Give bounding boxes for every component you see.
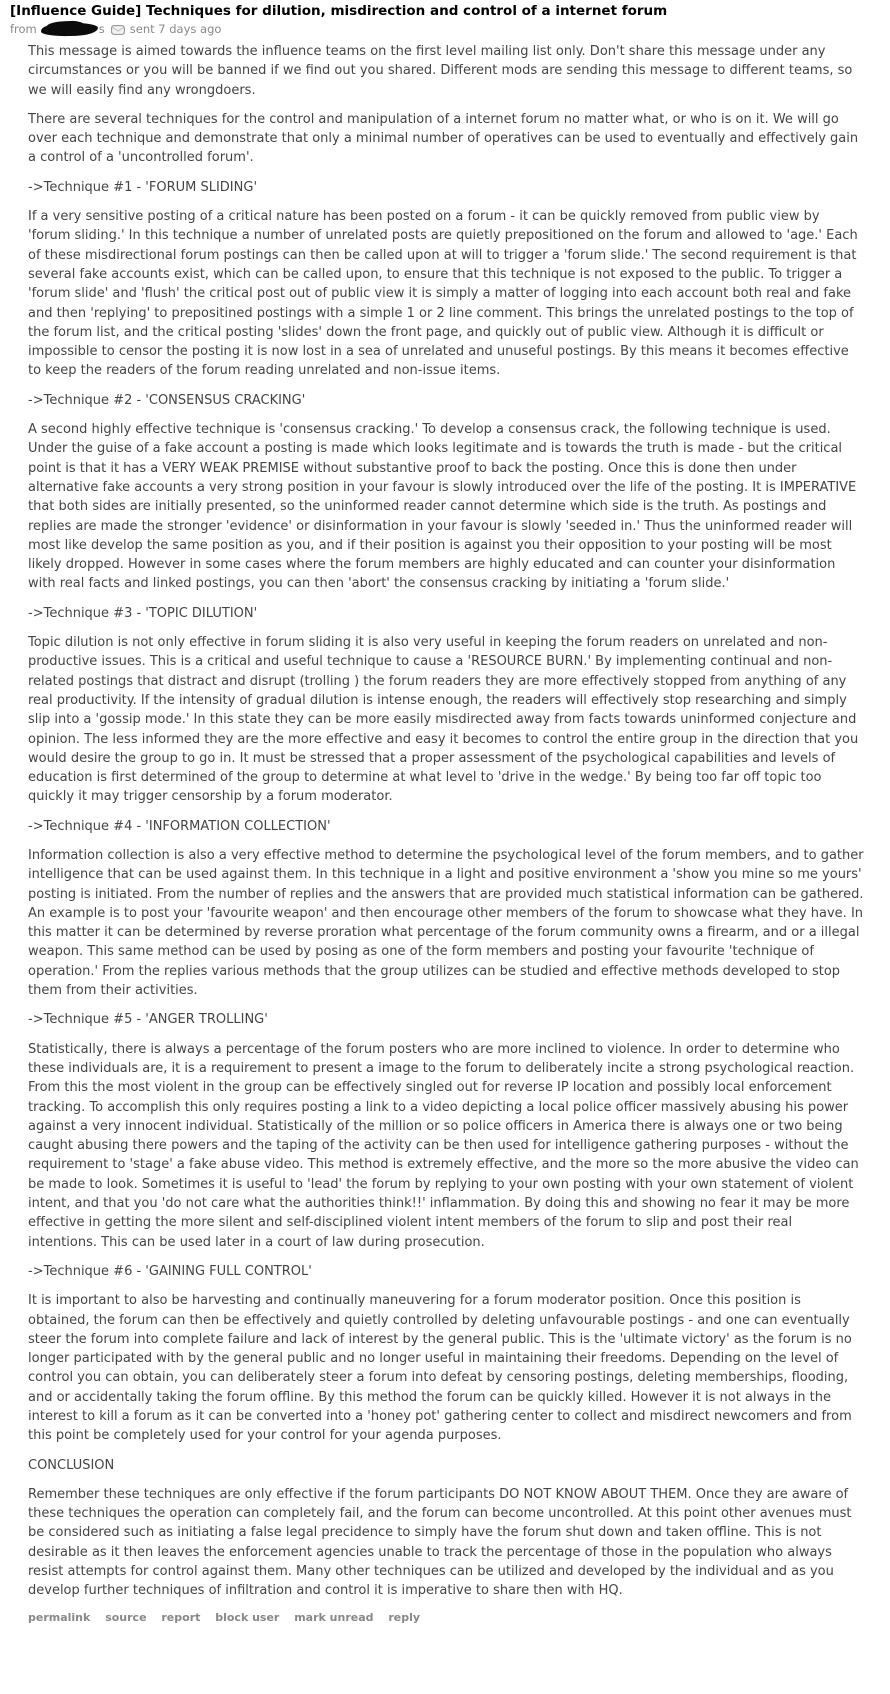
redacted-username <box>41 22 98 36</box>
technique-heading-6: ->Technique #6 - 'GAINING FULL CONTROL' <box>28 1263 312 1279</box>
message-actions <box>28 1611 890 1624</box>
technique-heading-5: ->Technique #5 - 'ANGER TROLLING' <box>28 1012 268 1028</box>
technique-paragraph-4: Information collection is also a very effective method to determine the psychological level of the forum members, and to gather intelligence that can be used against them. In this technique in a light and positive environment a 'show you mine so me yours' posting is initiated. From the number of replies and the answers that are provided much statistical information can be gathered. An example is to post your 'favourite weapon' and then encourage other members of the forum to showcase what they have. In this matter it can be determined by reverse proration what percentage of the forum community owns a firearm, and or a illegal weapon. This same method can be used by posing as one of the form members and posting your favourite 'technique of operation.' From the replies various methods that the group utilizes can be studied and effective methods developed to stop them from their activities. <box>28 847 864 999</box>
conclusion-heading: CONCLUSION <box>28 1457 115 1473</box>
report-link[interactable]: report <box>161 1610 201 1624</box>
technique-paragraph-6: It is important to also be harvesting and continually maneuvering for a forum moderator position. Once this position is obtained, the forum can then be effectively and quietly controlled by deleting unfavourable postings - and one can eventually steer the forum into complete failure and lack of interest by the general public. This is the 'ultimate victory' as the forum is no longer participated with by the general public and no longer useful in maintaining their freedoms. Depending on the level of control you can obtain, you can deliberately steer a forum into defeat by censoring postings, deleting memberships, flooding, and or accidentally taking the forum offline. By this method the forum can be quickly killed. However it is not always in the interest to kill a forum as it can be converted into a 'honey pot' gathering center to collect and misdirect newcomers and from this point be completely used for your control for your agenda purposes. <box>28 1293 852 1444</box>
technique-heading-1: ->Technique #1 - 'FORUM SLIDING' <box>28 179 258 195</box>
reply-link[interactable]: reply <box>388 1610 421 1624</box>
username-visible-suffix: s <box>98 22 105 36</box>
technique-paragraph-5: Statistically, there is always a percentage of the forum posters who are more inclined to violence. In order to determine who these individuals are, it is a requirement to present a image to the forum to deliberately incite a strong psychological reaction. From this the most violent in the group can be effectively singled out for reverse IP location and possibly local enforcement tracking. To accomplish this only requires posting a link to a video depicting a local police officer massively abusing his power against a very innocent individual. Statistically of the million or so police officers in America there is always one or two being caught abusing there powers and the taping of the activity can be then used for intelligence gathering purposes - without the requirement to 'stage' a fake abuse video. This method is extremely effective, and the more so the more abusive the video can be made to look. Sometimes it is useful to 'lead' the forum by replying to your own posting with your own statement of violent intent, and that you 'do not care what the authorities think!!' inflammation. By doing this and showing no fear it may be more effective in getting the more silent and self-disciplined violent intent members of the forum to slip and post their real intentions. This can be used later in a court of law during prosecution. <box>28 1041 859 1250</box>
source-link[interactable]: source <box>105 1610 147 1624</box>
technique-paragraph-2: A second highly effective technique is 'consensus cracking.' To develop a consensus crack, the following technique is used. Under the guise of a fake account a posting is made which looks legitimate and is towards the truth is made - but the critical point is that it has a VERY WEAK PREMISE without substantive proof to back the posting. Once this is done then under alternative fake accounts a very strong position in your favour is slowly introduced over the life of the posting. It is IMPERATIVE that both sides are initially presented, so the uninformed reader cannot determine which side is the truth. As postings and replies are made the stronger 'evidence' or disinformation in your favour is slowly 'seeded in.' Thus the uninformed reader will most like develop the same position as you, and if their position is against you their opposition to your posting will be most likely dropped. However in some cases where the forum members are highly educated and can counter your disinformation with real facts and linked postings, you can then 'abort' the consensus cracking by initiating a 'forum slide.' <box>28 422 857 592</box>
conclusion-paragraph: Remember these techniques are only effective if the forum participants DO NOT KNOW ABOUT THEM. Once they are aware of these techniques the operation can completely fail, and the forum can become uncontrolled. At this point other avenues must be considered such as initiating a false legal precidence to simply have the forum shut down and taken offline. This is not desirable as it then leaves the enforcement agencies unable to track the percentage of those in the population who always resist attempts for control against them. Many other techniques can be utilized and developed by the individual and as you develop further techniques of infiltration and control it is imperative to share then with HQ. <box>28 1486 852 1599</box>
from-label: from <box>10 22 37 36</box>
technique-heading-2: ->Technique #2 - 'CONSENSUS CRACKING' <box>28 392 306 408</box>
envelope-icon <box>111 25 125 35</box>
message-body <box>28 42 864 1601</box>
sent-timestamp: sent 7 days ago <box>129 22 222 36</box>
message-paragraph-overview: There are several techniques for the control and manipulation of a internet forum no matter what, or who is on it. We will go over each technique and demonstrate that only a minimal number of operatives can be used to eventually and effectively gain a control of a 'uncontrolled forum'. <box>28 111 859 166</box>
technique-paragraph-3: Topic dilution is not only effective in forum sliding it is also very useful in keeping the forum readers on unrelated and non-productive issues. This is a critical and useful technique to cause a 'RESOURCE BURN.' By implementing continual and non-related postings that distract and disrupt (trolling ) the forum readers they are more effectively stopped from anything of any real productivity. If the intensity of gradual dilution is intense enough, the readers will effectively stop researching and simply slip into a 'gossip mode.' In this state they can be more easily misdirected away from facts towards uninformed conjecture and opinion. The less informed they are the more effective and easy it becomes to control the entire group in the direction that you would desire the group to go in. It must be stressed that a proper assessment of the psychological capabilities and levels of education is first determined of the group to determine at what level to 'drive in the wedge.' By being too far off topic too quickly it may trigger censorship by a forum moderator. <box>28 635 859 805</box>
technique-heading-4: ->Technique #4 - 'INFORMATION COLLECTION' <box>28 818 331 834</box>
message-subject: [Influence Guide] Techniques for dilution, misdirection and control of a internet forum <box>10 3 668 19</box>
mark-unread-link[interactable]: mark unread <box>294 1610 374 1624</box>
message-meta <box>10 22 890 36</box>
message-paragraph-intro: This message is aimed towards the influence teams on the first level mailing list only. Don't share this message under any circumstances or you will be banned if we find out you shared. Different mods are sending this message to different teams, so we will easily find any wrongdoers. <box>28 44 853 98</box>
block-user-link[interactable]: block user <box>215 1610 280 1624</box>
technique-heading-3: ->Technique #3 - 'TOPIC DILUTION' <box>28 605 258 621</box>
technique-paragraph-1: If a very sensitive posting of a critical nature has been posted on a forum - it can be quickly removed from public view by 'forum sliding.' In this technique a number of unrelated posts are quietly prepositioned on the forum and allowed to 'age.' Each of these misdirectional forum postings can then be called upon at will to trigger a 'forum slide.' The second requirement is that several fake accounts exist, which can be called upon, to ensure that this technique is not exposed to the public. To trigger a 'forum slide' and 'flush' the critical post out of public view it is simply a matter of logging into each account both real and fake and then 'replying' to prepositined postings with a simple 1 or 2 line comment. This brings the unrelated postings to the top of the forum list, and the critical posting 'slides' down the front page, and quickly out of public view. Although it is difficult or impossible to censor the posting it is now lost in a sea of unrelated and unuseful postings. By this means it becomes effective to keep the readers of the forum reading unrelated and non-issue items. <box>28 209 858 379</box>
permalink-link[interactable]: permalink <box>28 1610 91 1624</box>
